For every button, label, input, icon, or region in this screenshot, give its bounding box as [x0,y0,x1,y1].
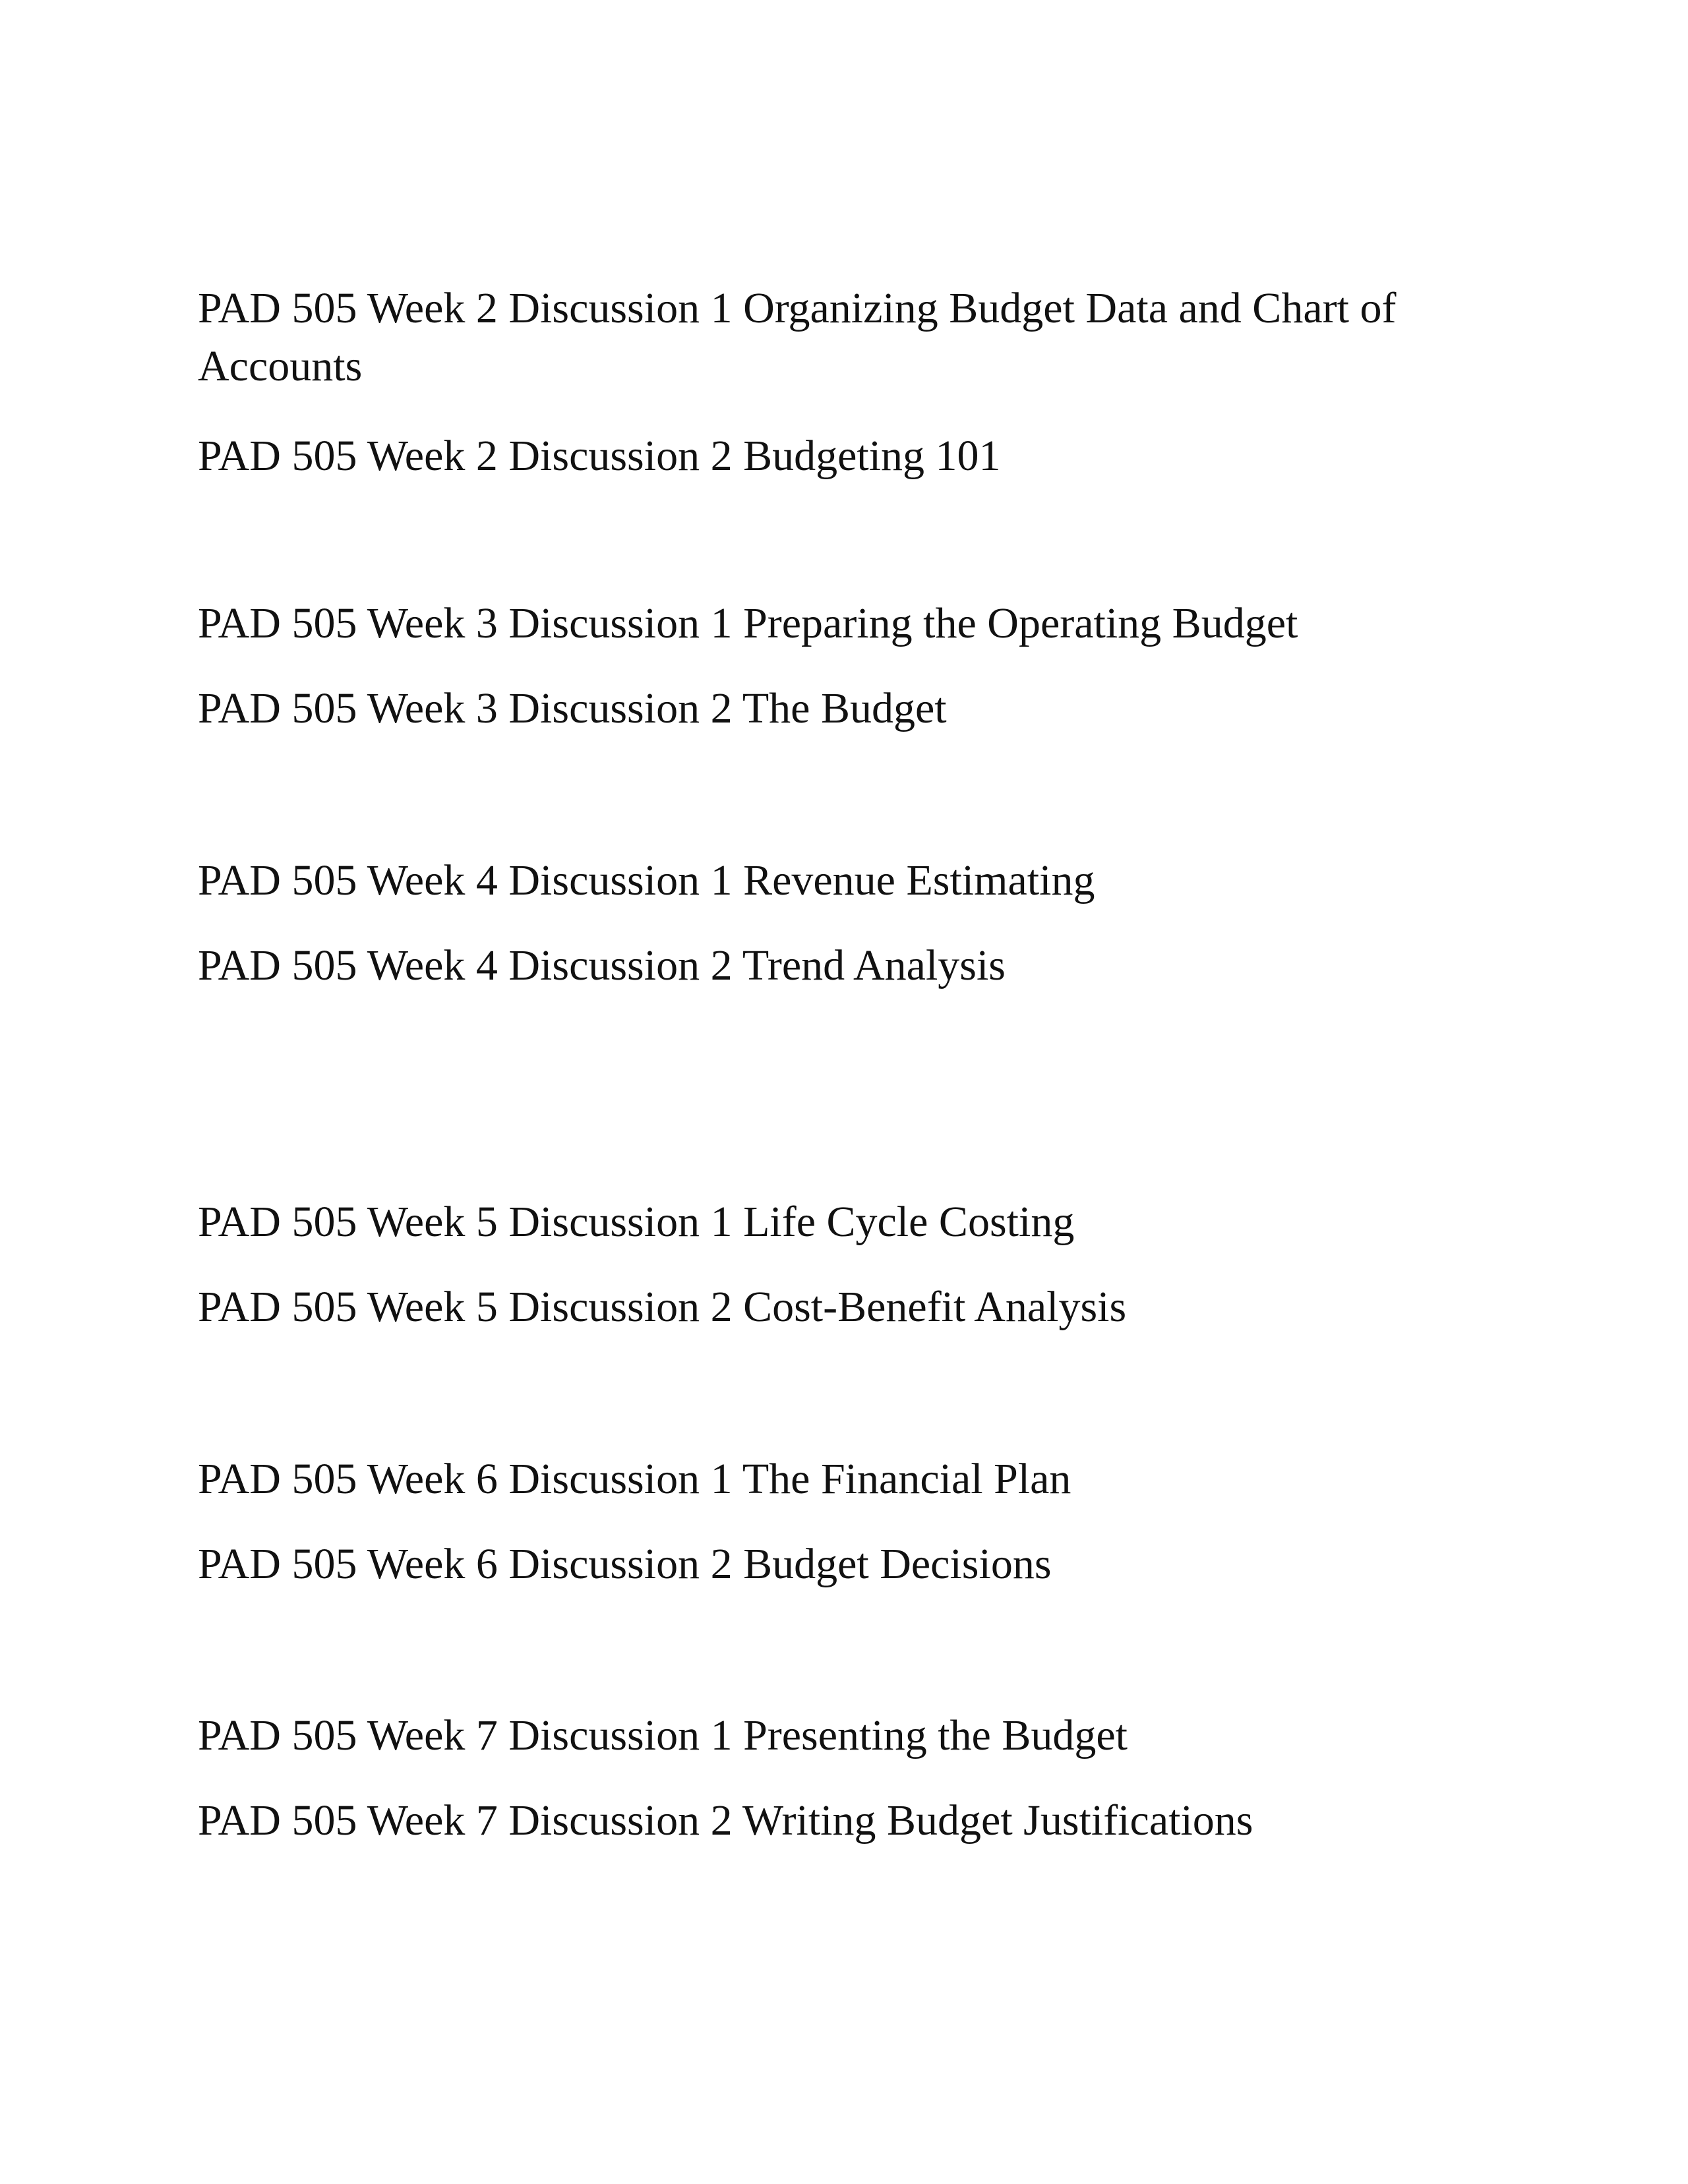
discussion-line-week3-d1: PAD 505 Week 3 Discussion 1 Preparing the Operating Budget [198,599,1298,647]
discussion-line-week2-d2: PAD 505 Week 2 Discussion 2 Budgeting 101 [198,432,1001,480]
discussion-line-week6-d1: PAD 505 Week 6 Discussion 1 The Financial Plan [198,1455,1071,1503]
discussion-line-week4-d2: PAD 505 Week 4 Discussion 2 Trend Analysis [198,941,1006,989]
discussion-line-week4-d1: PAD 505 Week 4 Discussion 1 Revenue Estimating [198,856,1095,904]
discussion-line-week5-d1: PAD 505 Week 5 Discussion 1 Life Cycle Costing [198,1198,1075,1246]
discussion-line-week7-d2: PAD 505 Week 7 Discussion 2 Writing Budget Justifications [198,1796,1253,1845]
discussion-line-week7-d1: PAD 505 Week 7 Discussion 1 Presenting the Budget [198,1711,1128,1759]
discussion-line-week5-d2: PAD 505 Week 5 Discussion 2 Cost-Benefit Analysis [198,1283,1127,1331]
discussion-line-week6-d2: PAD 505 Week 6 Discussion 2 Budget Decisions [198,1540,1052,1588]
discussion-line-week2-d1: PAD 505 Week 2 Discussion 1 Organizing Budget Data and Chart of Accounts [198,284,1397,390]
discussion-line-week3-d2: PAD 505 Week 3 Discussion 2 The Budget [198,684,947,732]
